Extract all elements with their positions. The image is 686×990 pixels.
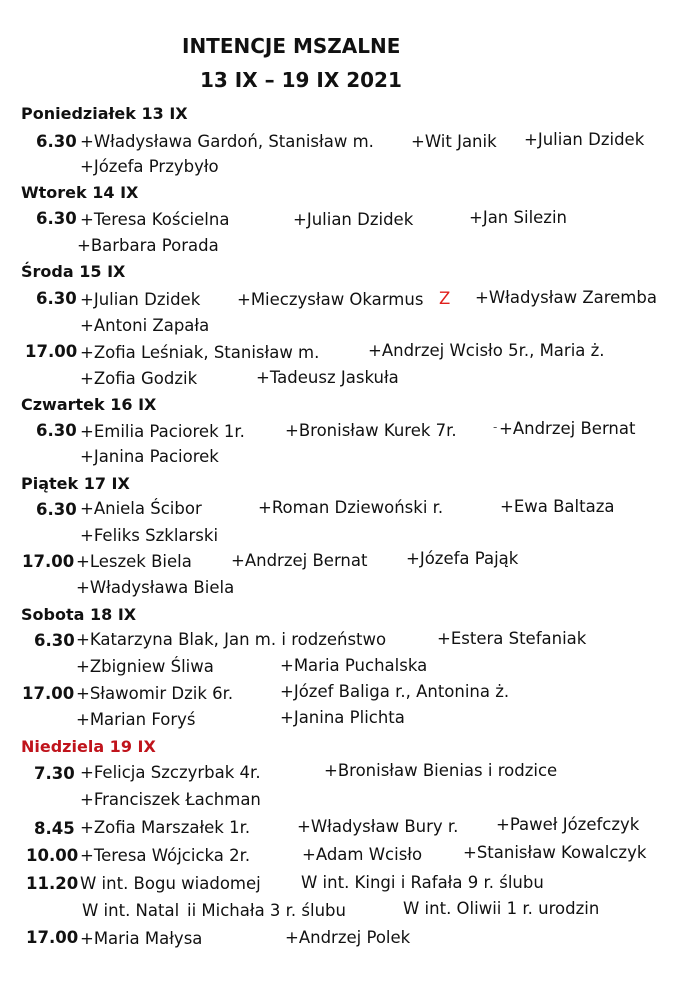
intention: +Teresa Kościelna: [80, 210, 230, 229]
mass-time: 8.45: [34, 819, 75, 838]
intention: +Antoni Zapała: [80, 316, 210, 335]
intention: +Bronisław Bienias i rodzice: [324, 761, 558, 780]
intention: W int. Oliwii 1 r. urodzin: [403, 899, 600, 918]
mass-time: 10.00: [26, 846, 79, 865]
intention: +Maria Puchalska: [280, 656, 428, 675]
mass-time: 6.30: [36, 500, 77, 519]
day-heading-friday: Piątek 17 IX: [21, 474, 130, 493]
day-heading-sunday: Niedziela 19 IX: [21, 737, 156, 756]
intention: +Tadeusz Jaskuła: [256, 368, 399, 387]
intention: +Leszek Biela: [76, 552, 192, 571]
intention: +Mieczysław Okarmus: [237, 290, 424, 309]
date-range: 13 IX – 19 IX 2021: [200, 68, 402, 92]
page-title: INTENCJE MSZALNE: [182, 34, 401, 58]
mass-time: 17.00: [22, 552, 75, 571]
intention: +Adam Wcisło: [302, 845, 423, 864]
intention: +Teresa Wójcicka 2r.: [80, 846, 251, 865]
mass-time: 6.30: [36, 209, 77, 228]
intention: +Józefa Pająk: [406, 549, 519, 568]
intention: +Zofia Leśniak, Stanisław m.: [80, 343, 320, 362]
intention: +Władysława Gardoń, Stanisław m.: [80, 132, 374, 151]
intention: +Sławomir Dzik 6r.: [76, 684, 234, 703]
intention: +Józef Baliga r., Antonina ż.: [280, 682, 510, 701]
mass-time: 6.30: [36, 421, 77, 440]
mass-time: 11.20: [26, 874, 79, 893]
intention: +Zbigniew Śliwa: [76, 657, 214, 676]
intention: +Barbara Porada: [77, 236, 219, 255]
intention: +Feliks Szklarski: [80, 526, 219, 545]
day-heading-tuesday: Wtorek 14 IX: [21, 183, 139, 202]
mass-time: 6.30: [36, 289, 77, 308]
intention: +Władysław Zaremba: [475, 288, 657, 307]
intention: +Andrzej Bernat: [231, 551, 368, 570]
mass-time: 17.00: [22, 684, 75, 703]
mass-time: 17.00: [25, 342, 78, 361]
intention: +Wit Janik: [411, 132, 497, 151]
intention: +Franciszek Łachman: [80, 790, 261, 809]
intention: +Janina Plichta: [280, 708, 405, 727]
day-heading-thursday: Czwartek 16 IX: [21, 395, 157, 414]
intention: +Paweł Józefczyk: [496, 815, 640, 834]
intention: +Andrzej Bernat: [499, 419, 636, 438]
intention: +Władysława Biela: [76, 578, 235, 597]
intention: +Julian Dzidek: [293, 210, 414, 229]
intention: +Estera Stefaniak: [437, 629, 587, 648]
intention: +Marian Foryś: [76, 710, 196, 729]
stray-mark: -: [493, 420, 498, 434]
intention: +Bronisław Kurek 7r.: [285, 421, 457, 440]
mass-time: 6.30: [36, 132, 77, 151]
intention: +Felicja Szczyrbak 4r.: [80, 763, 261, 782]
intention: +Stanisław Kowalczyk: [463, 843, 647, 862]
intention: +Władysław Bury r.: [297, 817, 459, 836]
day-heading-saturday: Sobota 18 IX: [21, 605, 137, 624]
day-heading-wednesday: Środa 15 IX: [21, 262, 126, 281]
intention: +Ewa Baltaza: [500, 497, 615, 516]
intention: +Emilia Paciorek 1r.: [80, 422, 245, 441]
mass-time: 7.30: [34, 764, 75, 783]
intention: +Aniela Ścibor: [80, 499, 202, 518]
intention: +Zofia Marszałek 1r.: [80, 818, 251, 837]
intention: W int. Natal: [82, 901, 180, 920]
intention: +Katarzyna Blak, Jan m. i rodzeństwo: [76, 630, 387, 649]
intention: +Julian Dzidek: [80, 290, 201, 309]
intention: +Julian Dzidek: [524, 130, 645, 149]
day-heading-monday: Poniedziałek 13 IX: [21, 104, 188, 123]
intention: +Maria Małysa: [80, 929, 203, 948]
intention: W int. Kingi i Rafała 9 r. ślubu: [301, 873, 544, 892]
red-z-marker: Z: [439, 289, 451, 308]
intention: +Janina Paciorek: [80, 447, 219, 466]
intention: +Zofia Godzik: [80, 369, 198, 388]
intention: W int. Bogu wiadomej: [80, 874, 261, 893]
intention: +Józefa Przybyło: [80, 157, 219, 176]
intention: +Jan Silezin: [469, 208, 568, 227]
mass-time: 6.30: [34, 631, 75, 650]
intention: +Andrzej Polek: [285, 928, 411, 947]
mass-time: 17.00: [26, 928, 79, 947]
intention: ii Michała 3 r. ślubu: [187, 901, 346, 920]
intention: +Roman Dziewoński r.: [258, 498, 444, 517]
intention: +Andrzej Wcisło 5r., Maria ż.: [368, 341, 605, 360]
